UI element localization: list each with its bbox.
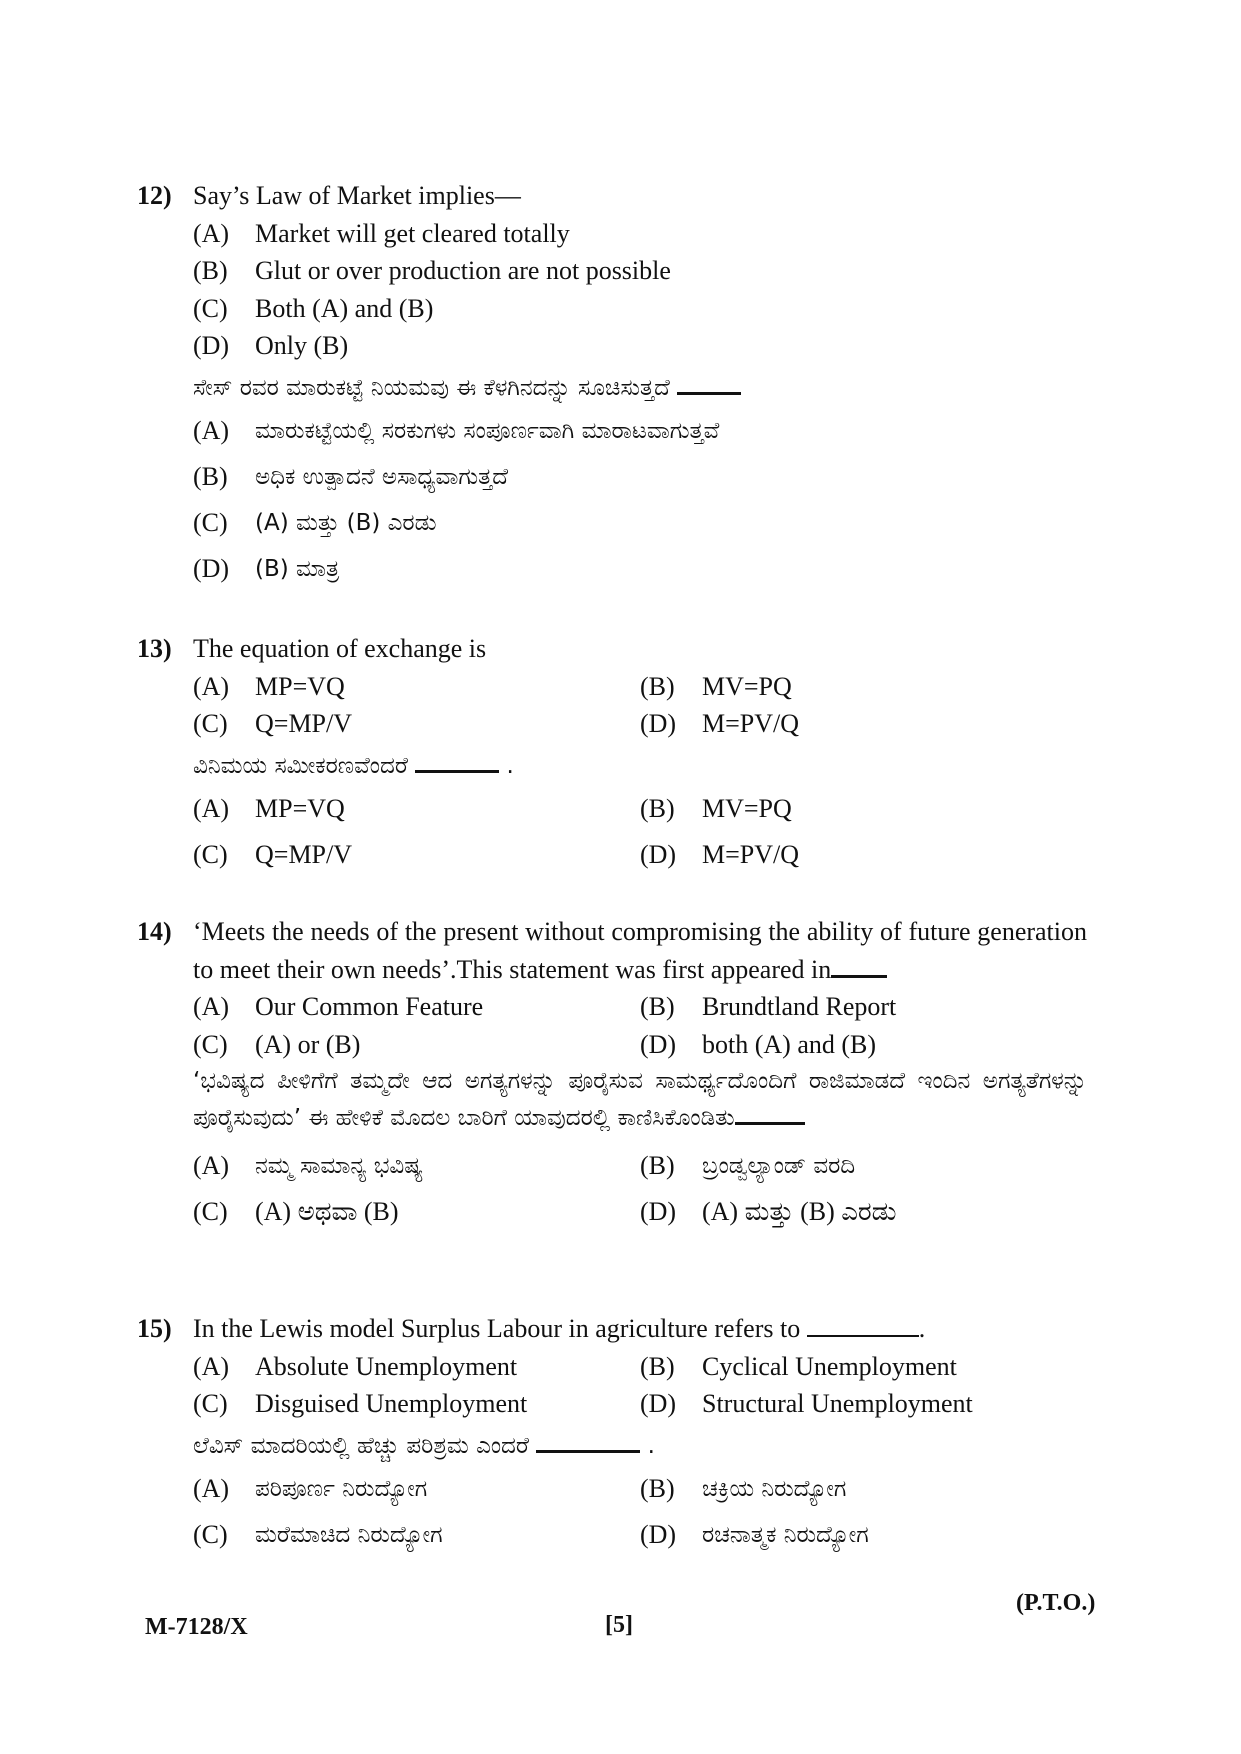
question-12 bbox=[137, 177, 1087, 592]
option-b: (B) Glut or over production are not possible bbox=[193, 256, 671, 285]
kannada-option-d: (D) (B) ಮಾತ್ರ bbox=[193, 553, 340, 583]
answer-blank bbox=[831, 975, 887, 978]
page-number: [5] bbox=[605, 1612, 633, 1638]
option-c: (C) Q=MP/V bbox=[193, 709, 353, 738]
kannada-option-c: (C) Q=MP/V bbox=[193, 839, 353, 869]
question-13 bbox=[137, 630, 1087, 878]
option-b: (B) MV=PQ bbox=[640, 671, 792, 701]
question-text: ‘Meets the needs of the present without compromising the ability of future generation to meet their own needs’.This statement was first appeared in bbox=[193, 917, 1087, 984]
option-c: (C) Disguised Unemployment bbox=[193, 1389, 528, 1418]
pto-label: (P.T.O.) bbox=[1016, 1590, 1096, 1616]
answer-blank bbox=[735, 1122, 805, 1125]
option-a: (A) Our Common Feature bbox=[193, 992, 484, 1021]
kannada-option-d: (D) ರಚನಾತ್ಮಕ ನಿರುದ್ಯೋಗ bbox=[640, 1519, 869, 1549]
kannada-option-a: (A) MP=VQ bbox=[193, 793, 345, 823]
kannada-option-c: (C) ಮರೆಮಾಚಿದ ನಿರುದ್ಯೋಗ bbox=[193, 1519, 443, 1549]
question-text: In the Lewis model Surplus Labour in agriculture refers to . bbox=[193, 1314, 926, 1343]
kannada-option-b: (B) MV=PQ bbox=[640, 793, 792, 823]
kannada-option-a: (A) ಮಾರುಕಟ್ಟೆಯಲ್ಲಿ ಸರಕುಗಳು ಸಂಪೂರ್ಣವಾಗಿ ಮಾರಾಟವಾಗುತ್ತವೆ bbox=[193, 415, 720, 445]
option-d: (D) Only (B) bbox=[193, 331, 349, 360]
answer-blank bbox=[536, 1450, 640, 1453]
option-c: (C) (A) or (B) bbox=[193, 1029, 361, 1059]
option-c: (C) Both (A) and (B) bbox=[193, 293, 434, 323]
paper-code: M-7128/X bbox=[145, 1614, 248, 1640]
option-d: (D) M=PV/Q bbox=[640, 709, 800, 738]
question-number: 13) bbox=[137, 634, 172, 663]
kannada-option-c: (C) (A) ಮತ್ತು (B) ಎರಡು bbox=[193, 507, 437, 537]
kannada-option-b: (B) ಚಕ್ರಿಯ ನಿರುದ್ಯೋಗ bbox=[640, 1473, 847, 1503]
option-b: (B) Brundtland Report bbox=[640, 992, 897, 1021]
kannada-question-text: ಸೇಸ್ ರವರ ಮಾರುಕಟ್ಟೆ ನಿಯಮವು ಈ ಕೆಳಗಿನದನ್ನು ಸೂಚಿಸುತ್ತದೆ bbox=[193, 368, 1087, 408]
kannada-option-c: (C) (A) ಅಥವಾ (B) bbox=[193, 1197, 399, 1226]
kannada-question-text: ‘ಭವಿಷ್ಯದ ಪೀಳಿಗೆಗೆ ತಮ್ಮದೇ ಆದ ಅಗತ್ಯಗಳನ್ನು ಪೂರೈಸುವ ಸಾಮರ್ಥ್ಯದೊಂದಿಗೆ ರಾಜಿಮಾಡದೆ ಇಂದಿನ ಅಗತ್ಯತೆಗಳನ್ನು ಪೂರೈಸುವುದು’ ಈ ಹೇಳಿಕೆ ಮೊದಲ ಬಾರಿಗೆ ಯಾವುದರಲ್ಲಿ ಕಾಣಿಸಿಕೊಂಡಿತು bbox=[193, 1068, 1087, 1131]
option-d: (D) Structural Unemployment bbox=[640, 1389, 973, 1418]
kannada-option-b: (B) ಬ್ರಂಡ್ವಲ್ಯಾಂಡ್ ವರದಿ bbox=[640, 1151, 856, 1180]
option-a: (A) MP=VQ bbox=[193, 671, 345, 701]
kannada-option-d: (D) (A) ಮತ್ತು (B) ಎರಡು bbox=[640, 1197, 897, 1226]
answer-blank bbox=[677, 392, 741, 395]
question-text: The equation of exchange is bbox=[193, 634, 487, 663]
question-number: 15) bbox=[137, 1314, 172, 1343]
kannada-question-text: ಲೆವಿಸ್ ಮಾದರಿಯಲ್ಲಿ ಹೆಚ್ಚು ಪರಿಶ್ರಮ ಎಂದರೆ . bbox=[193, 1432, 655, 1459]
answer-blank bbox=[807, 1335, 919, 1337]
question-14 bbox=[137, 913, 1087, 1235]
answer-blank bbox=[415, 770, 499, 773]
kannada-option-a: (A) ಪರಿಪೂರ್ಣ ನಿರುದ್ಯೋಗ bbox=[193, 1473, 428, 1503]
option-a: (A) Absolute Unemployment bbox=[193, 1351, 518, 1381]
kannada-option-d: (D) M=PV/Q bbox=[640, 839, 800, 869]
kannada-option-b: (B) ಅಧಿಕ ಉತ್ಪಾದನೆ ಅಸಾಧ್ಯವಾಗುತ್ತದೆ bbox=[193, 461, 509, 491]
question-number: 14) bbox=[137, 917, 172, 946]
question-number: 12) bbox=[137, 181, 172, 210]
kannada-question-text: ವಿನಿಮಯ ಸಮೀಕರಣವೆಂದರೆ . bbox=[193, 752, 514, 779]
option-a: (A) Market will get cleared totally bbox=[193, 218, 570, 248]
option-d: (D) both (A) and (B) bbox=[640, 1029, 877, 1059]
kannada-option-a: (A) ನಮ್ಮ ಸಾಮಾನ್ಯ ಭವಿಷ್ಯ bbox=[193, 1151, 424, 1180]
question-15 bbox=[137, 1310, 1087, 1558]
option-b: (B) Cyclical Unemployment bbox=[640, 1351, 957, 1381]
question-text: Say’s Law of Market implies— bbox=[193, 181, 521, 210]
